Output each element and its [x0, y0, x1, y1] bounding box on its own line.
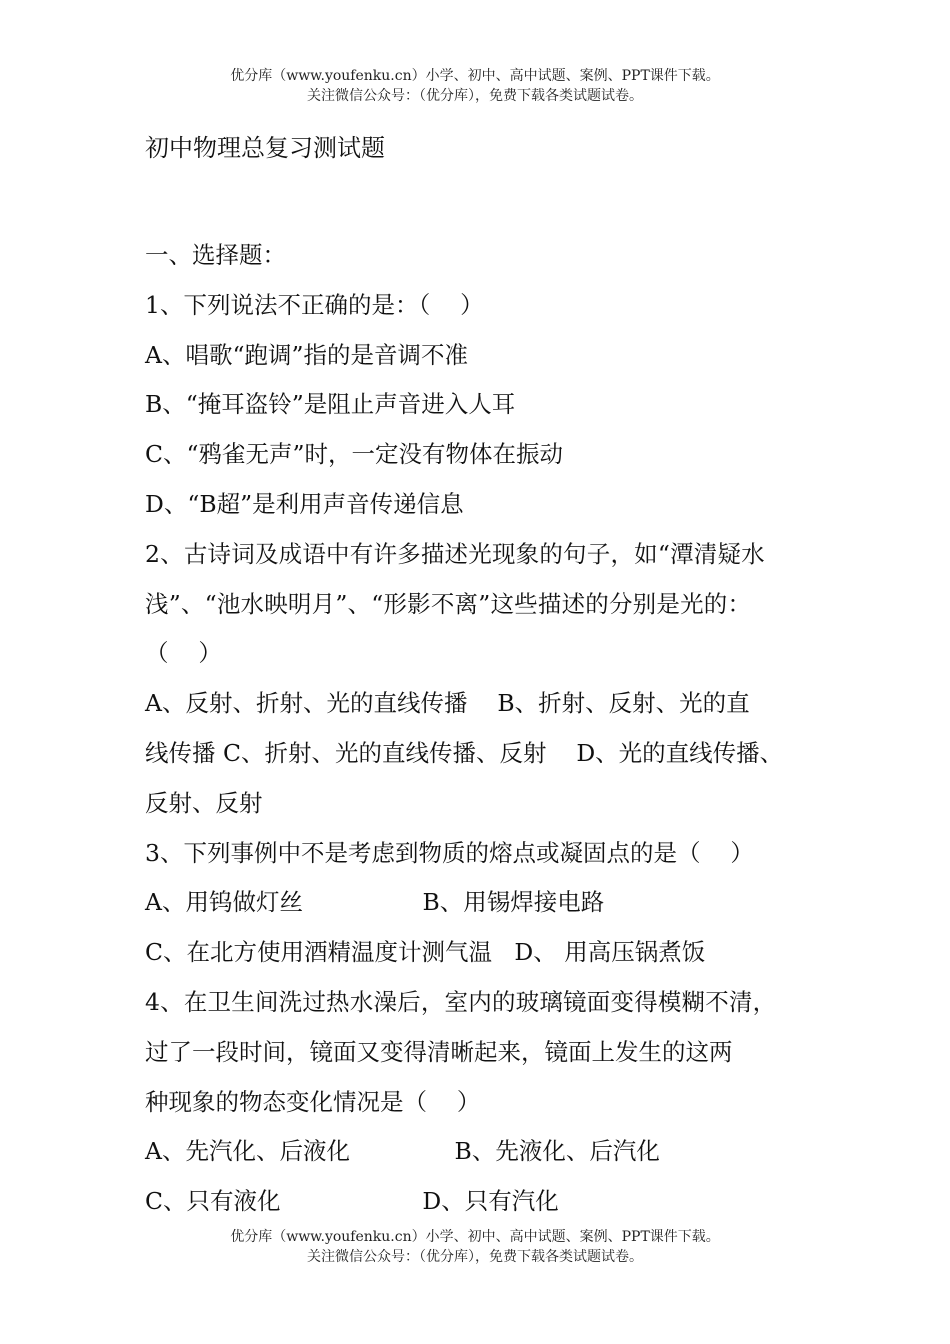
question-2-stem-line-1: 2、古诗词及成语中有许多描述光现象的句子，如“潭清疑水	[145, 539, 765, 568]
question-1-option-b: B、“掩耳盗铃”是阻止声音进入人耳	[145, 390, 516, 419]
question-1-stem: 1、下列说法不正确的是：（ ）	[145, 290, 484, 319]
question-4-stem-line-1: 4、在卫生间洗过热水澡后，室内的玻璃镜面变得模糊不清，	[145, 987, 777, 1016]
question-2-options-line-3: 反射、反射	[145, 788, 263, 817]
question-3-options-ab: A、用钨做灯丝 B、用锡焊接电路	[145, 888, 605, 917]
question-1-option-a: A、唱歌“跑调”指的是音调不准	[145, 340, 468, 369]
question-4-options-cd: C、只有液化 D、只有汽化	[145, 1187, 559, 1216]
question-4-options-ab: A、先汽化、后液化 B、先液化、后汽化	[145, 1137, 660, 1166]
footer-line-2: 关注微信公众号：（优分库），免费下载各类试题试卷。	[307, 1249, 643, 1265]
question-3-stem: 3、下列事例中不是考虑到物质的熔点或凝固点的是（ ）	[145, 838, 754, 867]
question-3-options-cd: C、在北方使用酒精温度计测气温 D、 用高压锅煮饭	[145, 938, 706, 967]
header-line-2: 关注微信公众号：（优分库），免费下载各类试题试卷。	[307, 88, 643, 104]
page-header	[0, 66, 950, 106]
question-1-option-d: D、“B超”是利用声音传递信息	[145, 489, 464, 518]
question-2-stem-line-2: 浅”、“池水映明月”、“形影不离”这些描述的分别是光的：	[145, 589, 752, 618]
question-2-answer-blank: （ ）	[145, 639, 222, 668]
question-1-option-c: C、“鸦雀无声”时，一定没有物体在振动	[145, 440, 564, 469]
header-line-1: 优分库（www.youfenku.cn）小学、初中、高中试题、案例、PPT课件下载。	[230, 68, 720, 84]
section-heading: 一、选择题：	[145, 241, 286, 269]
question-4-stem-line-3: 种现象的物态变化情况是（ ）	[145, 1087, 481, 1116]
document-title: 初中物理总复习测试题	[145, 134, 385, 162]
footer-line-1: 优分库（www.youfenku.cn）小学、初中、高中试题、案例、PPT课件下载。	[230, 1229, 720, 1245]
question-4-stem-line-2: 过了一段时间，镜面又变得清晰起来，镜面上发生的这两	[145, 1037, 733, 1066]
question-content	[145, 231, 835, 1227]
question-2-options-line-2: 线传播 C、折射、光的直线传播、反射 D、光的直线传播、	[145, 738, 784, 767]
question-2-options-line-1: A、反射、折射、光的直线传播 B、折射、反射、光的直	[145, 689, 750, 718]
page-footer	[0, 1227, 950, 1267]
